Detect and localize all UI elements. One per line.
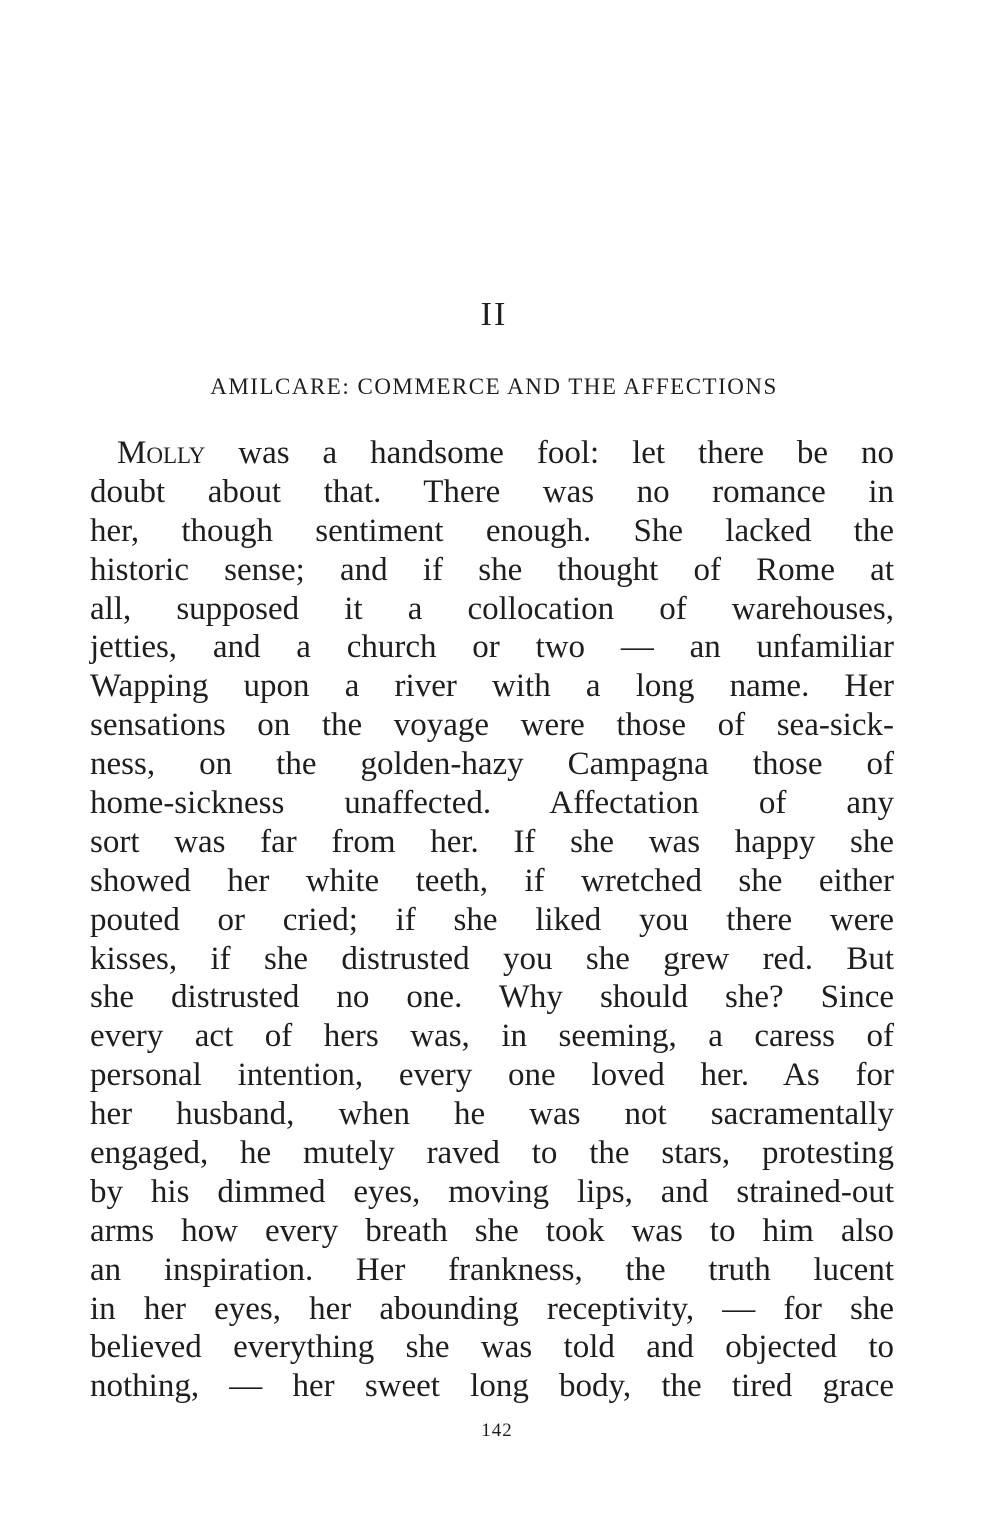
text-line: jetties, and a church or two — an unfamiliar [90,629,894,666]
text-line: historic sense; and if she thought of Rome at [90,551,894,588]
text-line: arms how every breath she took was to him also [90,1212,894,1249]
text-line: ness, on the golden-hazy Campagna those of [90,746,894,783]
drop-word: Molly [117,435,206,471]
text-line [90,434,894,473]
text-line: doubt about that. There was no romance in [90,473,894,510]
text-line: her, though sentiment enough. She lacked the [90,512,894,549]
page-number: 142 [481,1420,513,1441]
text-line: all, supposed it a collocation of warehouses, [90,590,894,627]
text-line: sort was far from her. If she was happy she [90,823,894,860]
text-line: her husband, when he was not sacramentally [90,1096,894,1133]
text-line: sensations on the voyage were those of sea-sick- [90,707,894,744]
text-line: Wapping upon a river with a long name. Her [90,668,894,705]
chapter-title: AMILCARE: COMMERCE AND THE AFFECTIONS [210,374,778,399]
text-line: pouted or cried; if she liked you there were [90,901,894,938]
text-line: kisses, if she distrusted you she grew red. But [90,940,894,977]
first-line-rest: was a handsome fool: let there be no [205,435,894,471]
text-line: in her eyes, her abounding receptivity, — for she [90,1290,894,1327]
text-line: she distrusted no one. Why should she? Since [90,979,894,1016]
chapter-number: II [480,296,508,333]
text-line: nothing, — her sweet long body, the tired grace [90,1368,894,1405]
text-line: an inspiration. Her frankness, the truth lucent [90,1251,894,1288]
text-line: engaged, he mutely raved to the stars, protesting [90,1135,894,1172]
body-text [90,434,894,1406]
text-line: by his dimmed eyes, moving lips, and strained-out [90,1173,894,1210]
text-line: believed everything she was told and objected to [90,1329,894,1366]
text-line: every act of hers was, in seeming, a caress of [90,1018,894,1055]
text-line: home-sickness unaffected. Affectation of any [90,785,894,822]
text-line: personal intention, every one loved her. As for [90,1057,894,1094]
text-line: showed her white teeth, if wretched she either [90,862,894,899]
